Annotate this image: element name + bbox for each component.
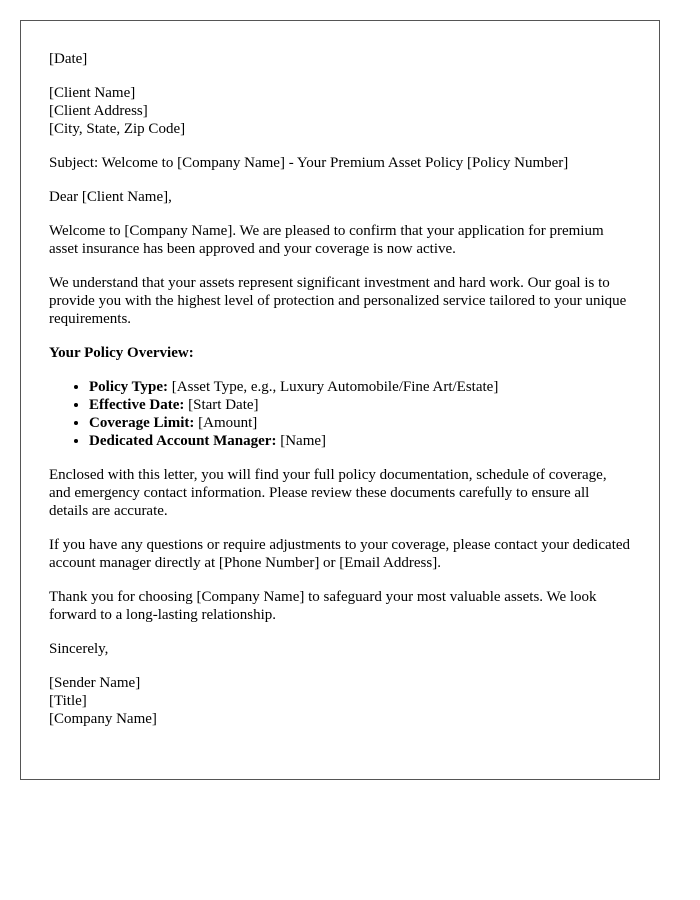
list-item-policy-type: [89, 378, 631, 396]
sender-name: [Sender Name]: [49, 675, 141, 691]
policy-type-label: Policy Type:: [89, 379, 169, 395]
policy-type-value: [Asset Type, e.g., Luxury Automobile/Fine Art/Estate]: [168, 379, 499, 395]
effective-date-label: Effective Date:: [89, 397, 185, 413]
letter-subject: Subject: Welcome to [Company Name] - Your Premium Asset Policy [Policy Number]: [49, 155, 569, 171]
letter-salutation: Dear [Client Name],: [49, 189, 172, 205]
body-paragraph-thanks: Thank you for choosing [Company Name] to safeguard your most valuable assets. We look forward to a long-lasting relationship.: [49, 589, 597, 623]
policy-overview-heading: Your Policy Overview:: [49, 345, 194, 361]
recipient-address: [Client Address]: [49, 103, 148, 119]
list-item-coverage-limit: [89, 414, 631, 432]
account-manager-value: [Name]: [276, 433, 327, 449]
recipient-address-block: [49, 84, 631, 138]
letter-date: [Date]: [49, 51, 88, 67]
list-item-account-manager: [89, 432, 631, 450]
list-item-effective-date: [89, 396, 631, 414]
sender-signature-block: [49, 674, 631, 728]
coverage-limit-value: [Amount]: [194, 415, 258, 431]
letter-signoff: Sincerely,: [49, 641, 109, 657]
coverage-limit-label: Coverage Limit:: [89, 415, 195, 431]
recipient-name: [Client Name]: [49, 85, 136, 101]
effective-date-value: [Start Date]: [184, 397, 259, 413]
body-paragraph-welcome: Welcome to [Company Name]. We are pleased to confirm that your application for premium asset insurance has been approved and your coverage is now active.: [49, 223, 604, 257]
account-manager-label: Dedicated Account Manager:: [89, 433, 277, 449]
body-paragraph-enclosures: Enclosed with this letter, you will find your full policy documentation, schedule of coverage, and emergency contact information. Please review these documents carefully to ensure all details are accurate.: [49, 467, 607, 519]
sender-title: [Title]: [49, 693, 87, 709]
policy-overview-list: [49, 378, 631, 450]
letter-page: [20, 20, 660, 780]
body-paragraph-commitment: We understand that your assets represent significant investment and hard work. Our goal is to provide you with the highest level of protection and personalized service tailored to your unique requirements.: [49, 275, 627, 327]
sender-company: [Company Name]: [49, 711, 157, 727]
recipient-city-state-zip: [City, State, Zip Code]: [49, 121, 186, 137]
body-paragraph-contact: If you have any questions or require adjustments to your coverage, please contact your dedicated account manager directly at [Phone Number] or [Email Address].: [49, 537, 631, 571]
